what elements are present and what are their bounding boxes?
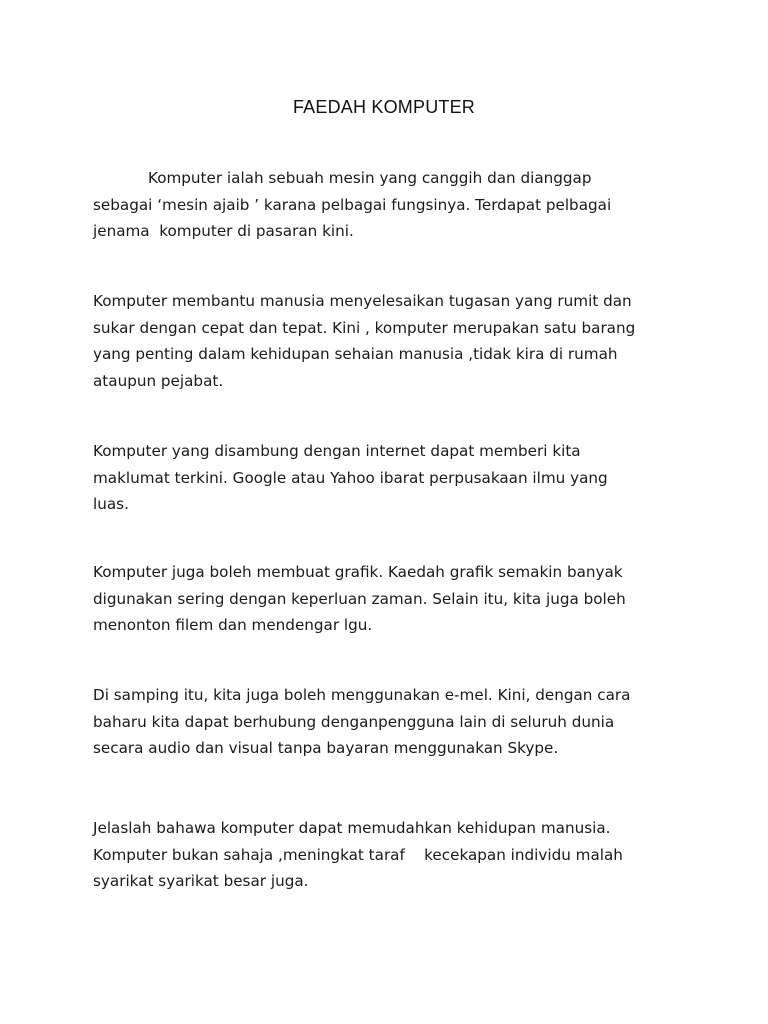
paragraph-line: Komputer ialah sebuah mesin yang canggih dan dianggap bbox=[148, 169, 592, 187]
paragraph-line: menonton filem dan mendengar lgu. bbox=[93, 616, 373, 634]
paragraph-line: yang penting dalam kehidupan sehaian manusia ,tidak kira di rumah bbox=[93, 345, 618, 363]
paragraph-line: Komputer membantu manusia menyelesaikan tugasan yang rumit dan bbox=[93, 292, 632, 310]
paragraph-3 bbox=[93, 438, 713, 518]
paragraph-line: baharu kita dapat berhubung denganpengguna lain di seluruh dunia bbox=[93, 712, 615, 731]
paragraph-line: jenama komputer di pasaran kini. bbox=[93, 222, 354, 240]
paragraph-line: sukar dengan cepat dan tepat. Kini , komputer merupakan satu barang bbox=[93, 318, 636, 337]
paragraph-line: luas. bbox=[93, 495, 129, 513]
paragraph-line: sebagai ‘mesin ajaib ’ karana pelbagai fungsinya. Terdapat pelbagai bbox=[93, 195, 612, 214]
paragraph-5 bbox=[93, 682, 713, 762]
paragraph-line: digunakan sering dengan keperluan zaman. Selain itu, kita juga boleh bbox=[93, 589, 626, 608]
paragraph-line: ataupun pejabat. bbox=[93, 371, 224, 390]
paragraph-line: Di samping itu, kita juga boleh menggunakan e-mel. Kini, dengan cara bbox=[93, 686, 631, 704]
paragraph-4 bbox=[93, 559, 713, 639]
paragraph-6 bbox=[93, 815, 713, 895]
paragraph-line: Komputer bukan sahaja ,meningkat taraf kecekapan individu malah bbox=[93, 845, 623, 864]
paragraph-line: maklumat terkini. Google atau Yahoo ibarat perpusakaan ilmu yang bbox=[93, 468, 608, 487]
paragraph-2 bbox=[93, 288, 713, 394]
paragraph-1 bbox=[93, 165, 713, 245]
paragraph-line: Jelaslah bahawa komputer dapat memudahkan kehidupan manusia. bbox=[93, 819, 611, 837]
paragraph-line: secara audio dan visual tanpa bayaran menggunakan Skype. bbox=[93, 739, 559, 757]
paragraph-line: Komputer yang disambung dengan internet dapat memberi kita bbox=[93, 442, 581, 460]
paragraph-line: syarikat syarikat besar juga. bbox=[93, 872, 309, 890]
paragraph-line: Komputer juga boleh membuat grafik. Kaedah grafik semakin banyak bbox=[93, 563, 623, 581]
document-title: FAEDAH KOMPUTER bbox=[292, 97, 476, 117]
